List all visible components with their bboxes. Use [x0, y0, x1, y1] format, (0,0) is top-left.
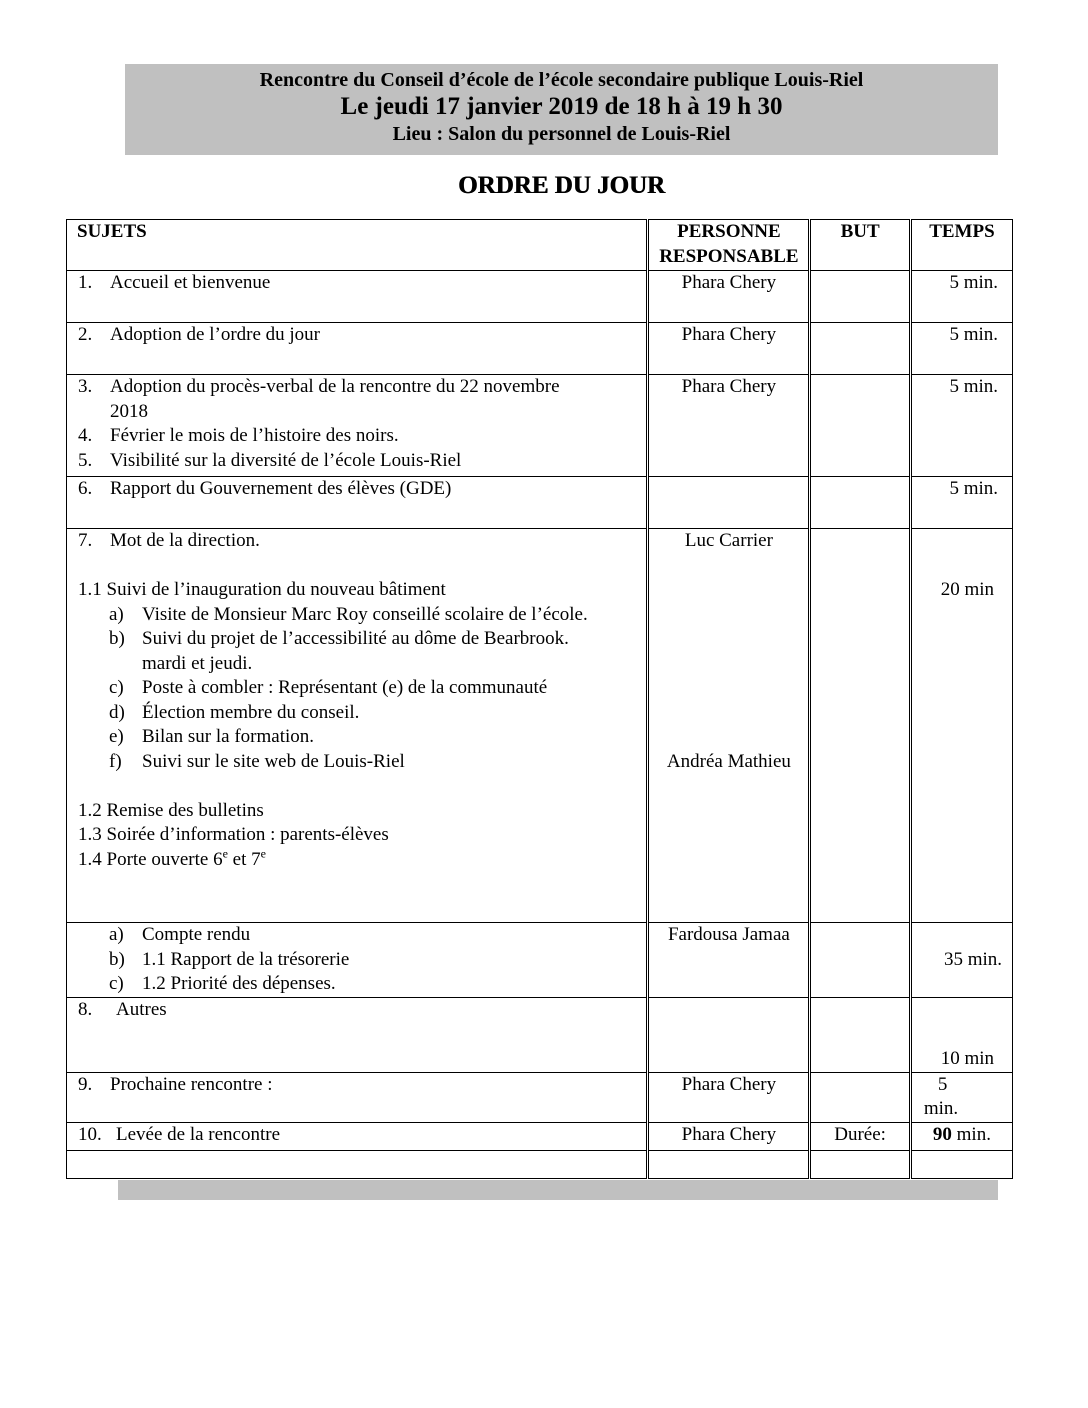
item-number: 5.	[78, 449, 93, 471]
item-number: 1.	[78, 272, 93, 293]
table-row	[67, 923, 1013, 998]
sub-letter: f)	[109, 750, 122, 772]
sub-letter: a)	[109, 603, 124, 625]
item-time: 5 min.	[910, 323, 1012, 375]
sub-letter: b)	[109, 628, 125, 649]
item-text: Rapport du Gouvernement des élèves (GDE)	[110, 478, 452, 499]
item-person: Phara Chery	[648, 1072, 810, 1122]
sub-letter: e)	[109, 726, 124, 747]
item-duration-label: Durée:	[810, 1122, 911, 1150]
total-duration: 90	[932, 1123, 952, 1145]
table-header-row	[67, 220, 1013, 271]
header-banner	[125, 64, 998, 155]
sub-text: Élection membre du conseil.	[142, 701, 360, 723]
item-number: 7.	[78, 530, 93, 551]
item-text: Autres	[116, 999, 167, 1020]
sub-letter: c)	[109, 677, 124, 698]
item-person: Phara Chery	[648, 271, 810, 323]
col-sujets: SUJETS	[67, 220, 648, 271]
sub-text: Suivi sur le site web de Louis-Riel	[142, 750, 405, 772]
item-person: Phara Chery	[648, 1122, 810, 1150]
table-row	[67, 1072, 1013, 1122]
bottom-shade-bar	[118, 1180, 998, 1200]
sub-text: Visite de Monsieur Marc Roy conseillé scolaire de l’école.	[142, 603, 588, 625]
item-text: Levée de la rencontre	[116, 1123, 281, 1145]
item-time: 20 min	[940, 579, 994, 600]
item-time: 35 min.	[943, 948, 1002, 970]
item-time: 5	[937, 1073, 948, 1095]
item-text: Adoption du procès-verbal de la rencontre du 22 novembre	[110, 376, 560, 397]
table-row	[67, 998, 1013, 1073]
sub-item: 1.1 Suivi de l’inauguration du nouveau bâtiment	[78, 579, 446, 600]
item-person: Phara Chery	[648, 323, 810, 375]
item-text: Février le mois de l’histoire des noirs.	[110, 425, 399, 446]
item-number: 6.	[78, 478, 93, 499]
sub-letter: a)	[109, 924, 124, 945]
table-row: 10. Levée de la rencontre Phara Chery Durée: 90 min.	[67, 1122, 1013, 1150]
table-row	[67, 477, 1013, 529]
item-text: Prochaine rencontre :	[110, 1073, 273, 1095]
item-text: Accueil et bienvenue	[110, 272, 271, 293]
item-number: 4.	[78, 425, 93, 446]
item-time: min.	[923, 1098, 959, 1119]
item-text: Mot de la direction.	[110, 530, 260, 551]
sub-text: mardi et jeudi.	[142, 652, 253, 674]
item-person: Luc Carrier	[684, 530, 773, 551]
item-person: Fardousa Jamaa	[648, 923, 810, 998]
sub-text: 1.2 Priorité des dépenses.	[142, 973, 336, 994]
item-number: 10.	[78, 1123, 102, 1145]
page-title: ORDRE DU JOUR	[458, 172, 665, 199]
col-personne: PERSONNE RESPONSABLE	[648, 220, 810, 271]
item-person: Andréa Mathieu	[666, 750, 791, 772]
table-row	[67, 1150, 1013, 1178]
header-location: Lieu : Salon du personnel de Louis-Riel	[392, 123, 731, 145]
agenda-table	[66, 219, 1013, 1179]
item-text: 2018	[110, 400, 148, 422]
sub-item: 1.2 Remise des bulletins	[78, 799, 264, 821]
sub-item: 1.3 Soirée d’information : parents-élèves	[78, 824, 389, 845]
table-row	[67, 529, 1013, 923]
table-row	[67, 375, 1013, 477]
sub-text: 1.1 Rapport de la trésorerie	[142, 948, 350, 970]
sub-letter: c)	[109, 973, 124, 994]
header-date: Le jeudi 17 janvier 2019 de 18 h à 19 h 30	[340, 93, 783, 120]
sub-text: Suivi du projet de l’accessibilité au dôme de Bearbrook.	[142, 628, 569, 649]
table-row	[67, 271, 1013, 323]
item-text: Visibilité sur la diversité de l’école Louis-Riel	[110, 449, 462, 471]
sub-letter: d)	[109, 701, 125, 723]
item-person: Phara Chery	[648, 375, 810, 477]
col-temps: TEMPS	[910, 220, 1012, 271]
sub-text: Bilan sur la formation.	[142, 726, 315, 747]
table-row	[67, 323, 1013, 375]
item-number: 9.	[78, 1073, 93, 1095]
item-number: 3.	[78, 376, 93, 397]
col-but: BUT	[810, 220, 911, 271]
item-number: 2.	[78, 324, 93, 345]
sub-letter: b)	[109, 948, 125, 970]
sub-item: 1.4 Porte ouverte 6e et 7e	[78, 846, 266, 870]
item-time: 5 min.	[910, 477, 1012, 529]
sub-text: Compte rendu	[142, 924, 251, 945]
item-text: Adoption de l’ordre du jour	[110, 324, 321, 345]
item-number: 8.	[78, 999, 93, 1020]
header-line1: Rencontre du Conseil d’école de l’école secondaire publique Louis-Riel	[259, 69, 864, 91]
item-time: 5 min.	[910, 375, 1012, 477]
item-time: 10 min	[940, 1048, 994, 1069]
item-time: 5 min.	[910, 271, 1012, 323]
sub-text: Poste à combler : Représentant (e) de la communauté	[142, 677, 548, 698]
